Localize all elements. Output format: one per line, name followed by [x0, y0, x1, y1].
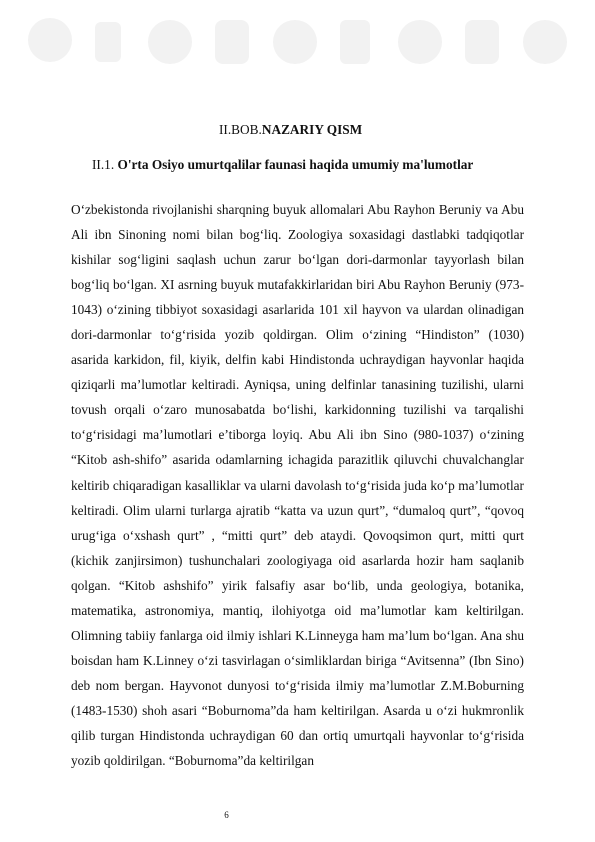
chapter-heading [219, 122, 362, 138]
section-number: II.1. [92, 157, 115, 172]
chapter-title: NAZARIY QISM [261, 122, 363, 137]
body-paragraph: O‘zbekistonda rivojlanishi sharqning buyuk allomalari Abu Rayhon Beruniy va Abu Ali ibn Sinoning nomi bilan bog‘liq. Zoologiya soxasidagi dastlabki tadqiqotlar kishilar sog‘ligini saqlash uchun zarur bo‘lgan dori-darmonlar tayyorlash bilan bog‘liq bo‘lgan. XI asrning buyuk mutafakkirlaridan biri Abu Rayhon Beruniy (973-1043) o‘zining tibbiyot soxasidagi asarlarida 101 xil hayvon va ulardan olinadigan dori-darmonlar to‘g‘risida yozib qoldirgan. Olim o‘zining “Hindiston” (1030) asarida karkidon, fil, kiyik, delfin kabi Hindistonda uchraydigan hayvonlar haqida qiziqarli ma’lumotlar keltiradi. Ayniqsa, uning delfinlar tanasining tuzilishi, ularni tovush orqali o‘zaro munosabatda bo‘lishi, karkidonning tuzilishi va tarqalishi to‘g‘risidagi ma’lumotlari e’tiborga loyiq. Abu Ali ibn Sino (980-1037) o‘zining “Kitob ash-shifo” asarida odamlarning ichagida parazitlik qiluvchi chuvalchanglar keltirib chiqaradigan kasalliklar va ularni davolash to‘g‘risida juda ko‘p ma’lumotlar keltiradi. Olim ularni turlarga ajratib “katta va uzun qurt”, “dumaloq qurt”, “qovoq urug‘iga o‘xshash qurt” , “mitti qurt” deb ataydi. Qovoqsimon qurt, mitti qurt (kichik zanjirsimon) tushunchalari zoologiyaga oid asarlarda hozir ham saqlanib qolgan. “Kitob ashshifo” yirik falsafiy asar bo‘lib, unda geologiya, botanika, matematika, astronomiya, mantiq, ilohiyotga oid ma’lumotlar kam keltirilgan. Olimning tabiiy fanlarga oid ilmiy ishlari K.Linneyga ham ma’lum bo‘lgan. Ana shu boisdan ham K.Linney o‘zi tasvirlagan o‘simliklardan biriga “Avitsenna” (Ibn Sino) deb nom bergan. Hayvonot dunyosi to‘g‘risida ilmiy ma’lumotlar Z.M.Boburning (1483-1530) shoh asari “Boburnoma”da ham keltirilgan. Asarda u o‘zi hukmronlik qilib turgan Hindistonda uchraydigan 60 dan ortiq umurtqali hayvonlar to‘g‘risida yozib qoldirilgan. “Boburnoma”da keltirilgan [71, 202, 524, 769]
section-heading [92, 157, 473, 173]
section-title: O'rta Osiyo umurtqalilar faunasi haqida umumiy ma'lumotlar [114, 157, 474, 172]
chapter-number: II.BOB. [219, 122, 262, 137]
page-number: 6 [224, 810, 229, 820]
